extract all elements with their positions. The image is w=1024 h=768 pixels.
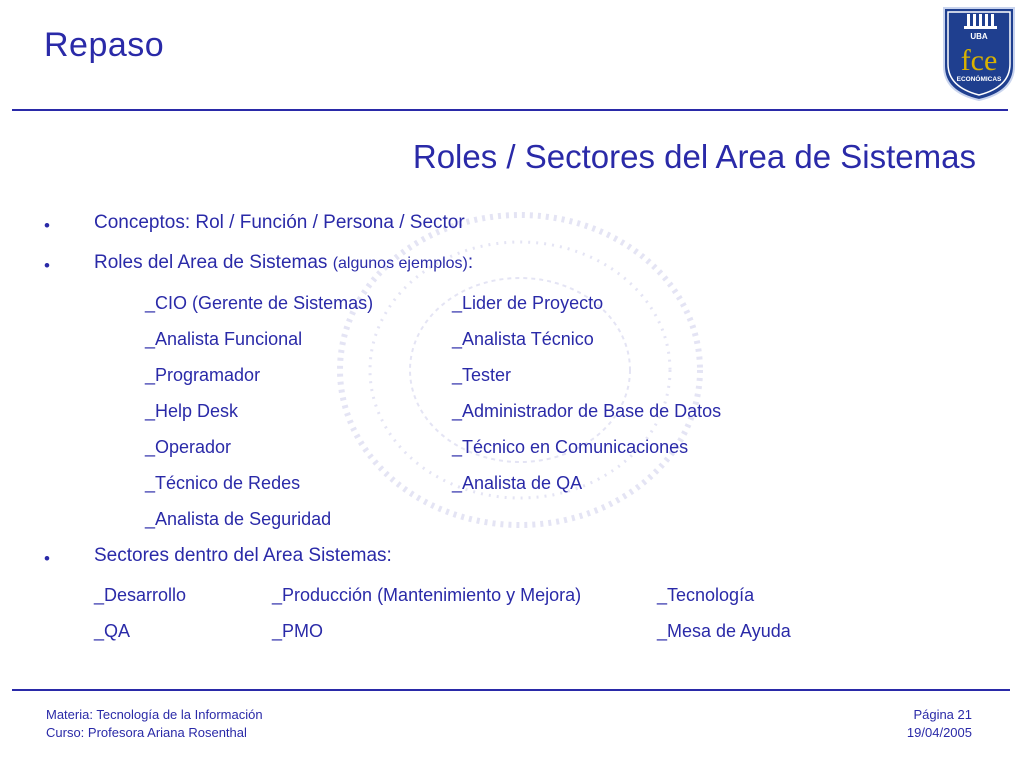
role-item: _Operador xyxy=(145,437,232,457)
logo-economicas-text: ECONÓMICAS xyxy=(956,76,1002,83)
bullet-suffix: : xyxy=(467,252,474,273)
bullet-note: (algunos ejemplos) xyxy=(332,255,468,272)
role-item: _CIO (Gerente de Sistemas) xyxy=(145,293,374,313)
bullet-symbol: • xyxy=(44,216,50,235)
sector-item: _Producción (Mantenimiento y Mejora) xyxy=(272,585,582,605)
footer-page-info xyxy=(907,706,972,742)
bullet-conceptos xyxy=(94,212,465,234)
role-item: _Administrador de Base de Datos xyxy=(452,401,722,421)
bullet-text: Conceptos: Rol / Función / Persona / Sector xyxy=(94,212,465,233)
role-item: _Lider de Proyecto xyxy=(452,293,604,313)
sector-item: _QA xyxy=(94,621,131,641)
section-title: Repaso xyxy=(44,26,165,64)
footer-divider xyxy=(12,689,1010,691)
header-divider xyxy=(12,109,1008,111)
bullet-symbol: • xyxy=(44,256,50,275)
footer-course-info xyxy=(46,706,263,742)
logo-fce-text: fce xyxy=(960,44,998,77)
bullet-roles xyxy=(94,252,473,274)
footer-page-number: Página 21 xyxy=(913,707,972,722)
role-item: _Analista Técnico xyxy=(452,329,594,349)
role-item: _Help Desk xyxy=(145,401,239,421)
fce-uba-logo xyxy=(940,4,1018,102)
role-item: _Analista de QA xyxy=(452,473,583,493)
footer-materia: Materia: Tecnología de la Información xyxy=(46,707,263,722)
sector-item: _Desarrollo xyxy=(94,585,187,605)
bullet-text: Roles del Area de Sistemas xyxy=(94,252,328,273)
role-item: _Técnico en Comunicaciones xyxy=(452,437,689,457)
footer-curso: Curso: Profesora Ariana Rosenthal xyxy=(46,725,247,740)
role-item: _Tester xyxy=(452,365,512,385)
role-item: _Analista Funcional xyxy=(145,329,303,349)
sector-item: _Mesa de Ayuda xyxy=(657,621,791,641)
bullet-symbol: • xyxy=(44,549,50,568)
logo-uba-text: UBA xyxy=(970,32,988,41)
sector-item: _Tecnología xyxy=(657,585,755,605)
bullet-text: Sectores dentro del Area Sistemas: xyxy=(94,545,392,566)
footer-date: 19/04/2005 xyxy=(906,725,972,740)
role-item: _Analista de Seguridad xyxy=(145,509,332,529)
bullet-sectores xyxy=(94,545,392,567)
slide-title: Roles / Sectores del Area de Sistemas xyxy=(412,138,976,175)
sector-item: _PMO xyxy=(272,621,324,641)
role-item: _Técnico de Redes xyxy=(145,473,301,493)
role-item: _Programador xyxy=(145,365,261,385)
